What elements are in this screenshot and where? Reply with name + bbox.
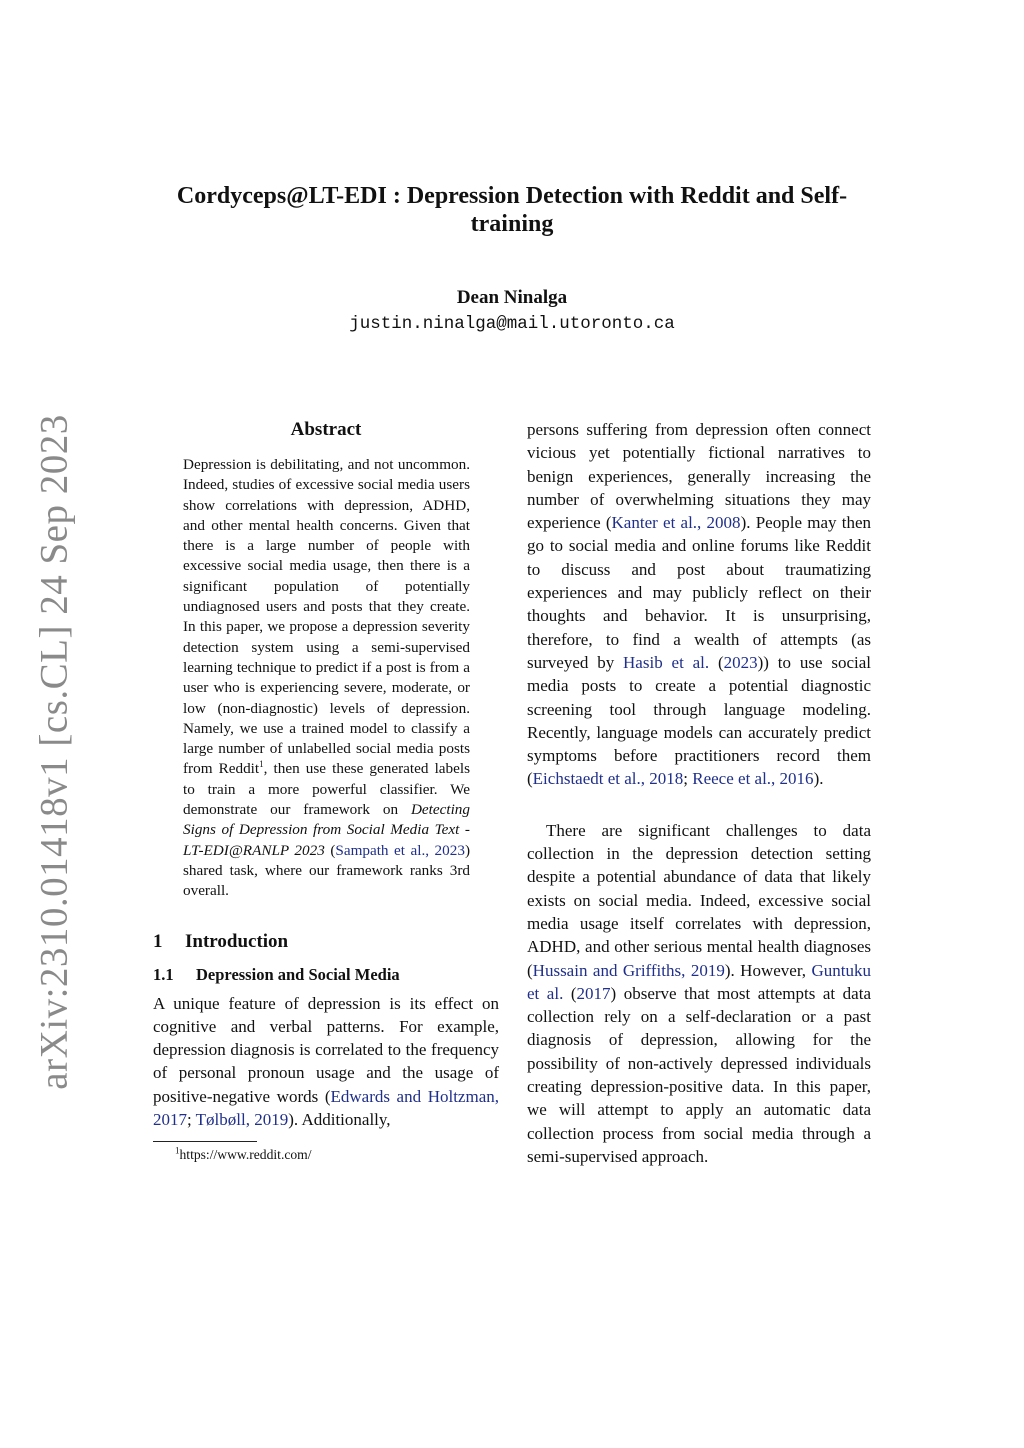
right-column bbox=[527, 418, 871, 1168]
citation-tolboll[interactable]: Tølbøll, 2019 bbox=[195, 1110, 289, 1130]
citation-guntuku-year[interactable]: 2017 bbox=[576, 983, 611, 1003]
section-heading-introduction: 1 Introduction bbox=[153, 930, 289, 952]
citation-kanter[interactable]: Kanter et al., 2008 bbox=[611, 513, 741, 533]
footnote-rule bbox=[153, 1141, 257, 1142]
subsection-heading-depression-social-media: 1.1 Depression and Social Media bbox=[153, 964, 400, 984]
footnote-url[interactable]: https://www.reddit.com/ bbox=[179, 1147, 312, 1163]
shared-task-name: Detecting Signs of Depression from Social Media Text - LT-EDI@RANLP 2023 bbox=[183, 801, 470, 859]
citation-eichstaedt[interactable]: Eichstaedt et al., 2018 bbox=[532, 769, 684, 789]
arxiv-stamp: arXiv:2310.01418v1 [cs.CL] 24 Sep 2023 bbox=[32, 414, 76, 1090]
citation-hasib[interactable]: Hasib et al. bbox=[623, 652, 710, 672]
left-column bbox=[153, 418, 499, 1164]
citation-sampath[interactable]: Sampath et al., 2023 bbox=[335, 841, 465, 859]
intro-paragraph-1: A unique feature of depression is its effect on cognitive and verbal patterns. For example, depression diagnosis is correlated to the frequency of personal pronoun usage and the usage of positive-negative words (Edwards and Holtzman, 2017; Tølbøll, 2019). Additionally, bbox=[153, 993, 499, 1130]
citation-hussain[interactable]: Hussain and Griffiths, 2019 bbox=[532, 960, 725, 980]
citation-guntuku[interactable]: Guntuku et al. bbox=[527, 960, 872, 1003]
footnote: $^1$https://www.reddit.com/ bbox=[175, 1145, 312, 1163]
author-email[interactable]: justin.ninalga@mail.utoronto.ca bbox=[349, 314, 675, 334]
author-name: Dean Ninalga bbox=[456, 287, 568, 308]
paper-title: Cordyceps@LT-EDI : Depression Detection with Reddit and Self-training bbox=[176, 183, 848, 237]
abstract-body: Depression is debilitating, and not uncommon. Indeed, studies of excessive social media users show correlations with depression, ADHD, and other mental health concerns. Given that there is a large number of people with excessive social media usage, then there is a significant population of potentially undiagnosed users and posts that they create. In this paper, we propose a depression severity detection system using a semi-supervised learning technique to predict if a post is from a user who is experiencing severe, moderate, or low (non-diagnostic) levels of depression. Namely, we use a trained model to classify a large number of unlabelled social media posts from Reddit$^1$, then use these generated labels to train a more powerful classifier. We demonstrate our framework on Detecting Signs of Depression from Social Media Text - LT-EDI@RANLP 2023 (Sampath et al., 2023) shared task, where our framework ranks 3rd overall. bbox=[183, 456, 470, 900]
footnote-ref[interactable]: 1 bbox=[259, 759, 264, 770]
intro-paragraph-1-continued: persons suffering from depression often connect vicious yet potentially fictional narratives to benign experiences, generally increasing the number of overwhelming situations they may experience (Kanter et al., 2008). People may then go to social media and online forums like Reddit to discuss and post about traumatizing experiences and may publicly reflect on their thoughts and behavior. It is unsurprising, therefore, to find a wealth of attempts (as surveyed by Hasib et al. (2023)) to use social media posts to create a potential diagnostic screening tool through language modeling. Recently, language models can accurately predict symptoms before practitioners record them (Eichstaedt et al., 2018; Reece et al., 2016). bbox=[527, 420, 872, 789]
abstract-heading: Abstract bbox=[290, 419, 362, 440]
citation-hasib-year[interactable]: 2023 bbox=[723, 652, 758, 672]
citation-reece[interactable]: Reece et al., 2016 bbox=[692, 769, 814, 789]
citation-edwards[interactable]: Edwards and Holtzman, 2017 bbox=[153, 1086, 499, 1130]
intro-paragraph-2: There are significant challenges to data collection in the depression detection setting despite a potential abundance of data that likely exists on social media. Indeed, excessive social media usage itself correlates with depression, ADHD, and other serious mental health diagnoses (Hussain and Griffiths, 2019). However, Guntuku et al. (2017) observe that most attempts at data collection rely on a self-declaration or a past diagnosis of depression, allowing for the possibility of non-actively depressed individuals creating depression-positive data. In this paper, we will attempt to apply an automatic data collection process from social media through a semi-supervised approach. bbox=[527, 820, 872, 1166]
